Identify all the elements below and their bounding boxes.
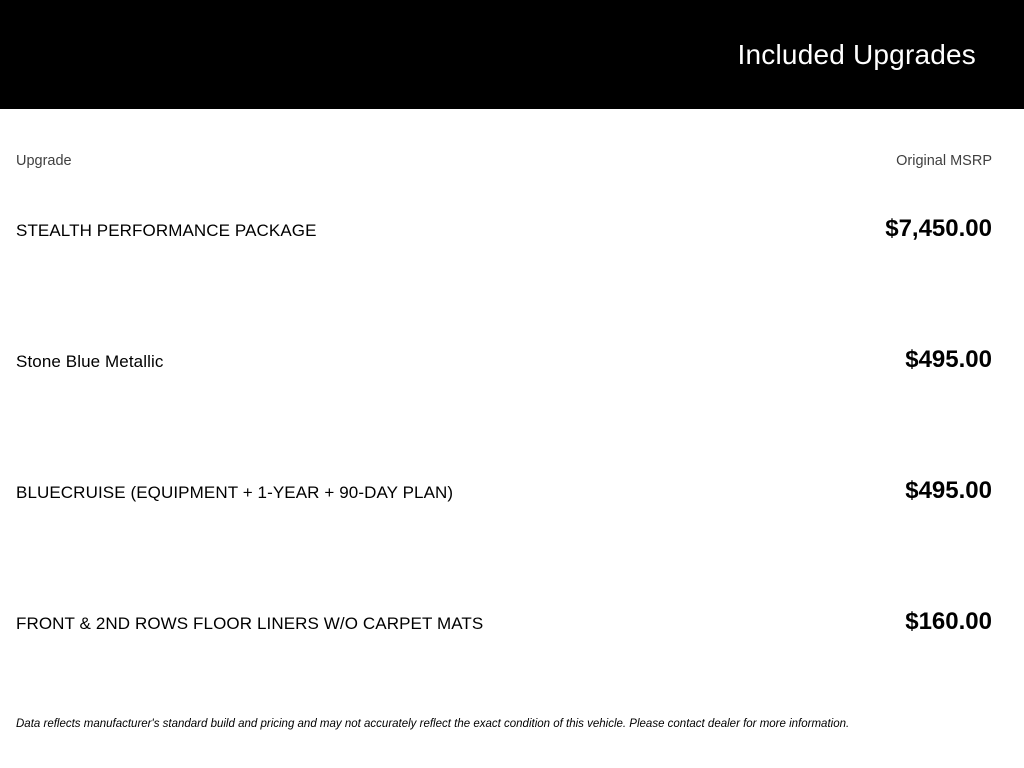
page-title: Included Upgrades <box>737 38 976 70</box>
table-row <box>16 449 992 580</box>
table-body <box>16 187 992 711</box>
upgrade-price: $495.00 <box>905 477 992 505</box>
upgrade-price: $160.00 <box>905 608 992 636</box>
upgrade-name: STEALTH PERFORMANCE PACKAGE <box>16 221 317 241</box>
table-row <box>16 580 992 711</box>
table-row <box>16 318 992 449</box>
page-header <box>0 0 1024 109</box>
footnote-container <box>0 711 1024 768</box>
column-header-msrp: Original MSRP <box>896 153 992 170</box>
column-header-upgrade: Upgrade <box>16 153 72 170</box>
table-header-row <box>16 109 992 187</box>
upgrades-table <box>0 109 1024 711</box>
disclaimer-text: Data reflects manufacturer's standard build and pricing and may not accurately reflect the exact condition of this vehicle. Please contact dealer for more information. <box>16 718 850 731</box>
upgrade-price: $495.00 <box>905 346 992 374</box>
table-row <box>16 187 992 318</box>
upgrade-name: Stone Blue Metallic <box>16 352 164 372</box>
upgrade-price: $7,450.00 <box>885 215 992 243</box>
upgrade-name: FRONT & 2ND ROWS FLOOR LINERS W/O CARPET MATS <box>16 614 484 634</box>
upgrade-name: BLUECRUISE (EQUIPMENT + 1-YEAR + 90-DAY PLAN) <box>16 483 454 503</box>
